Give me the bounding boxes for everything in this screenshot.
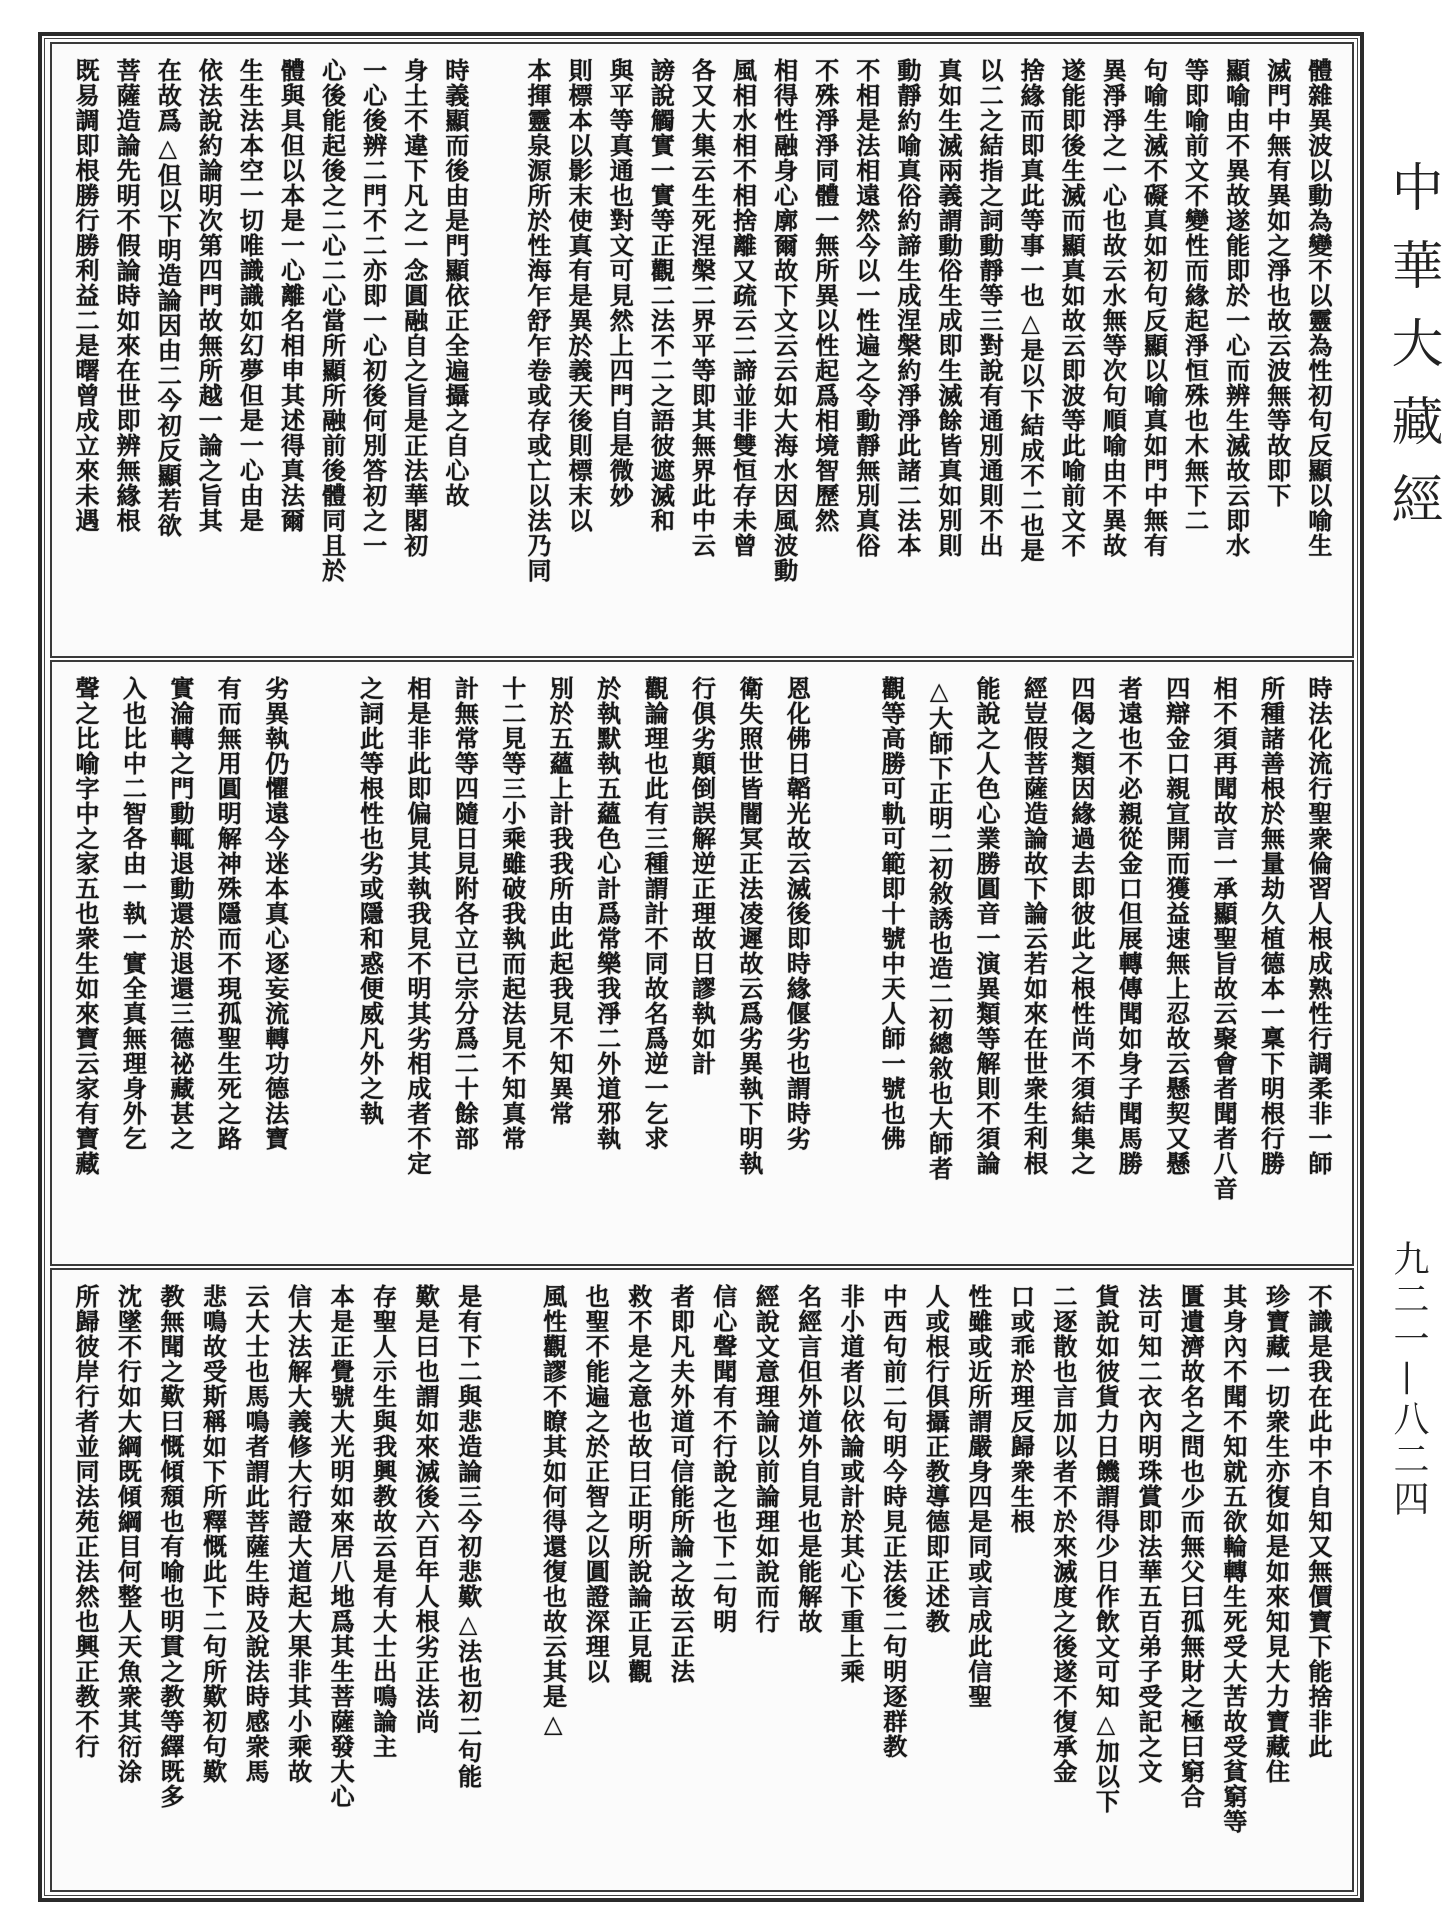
text-column: 十二見等三小乘雖破我執而起法見不知真常	[497, 676, 527, 1151]
text-column: 匱遺濟故名之問也少而無父曰孤無財之極曰窮合	[1176, 1284, 1206, 1809]
text-column: 二逐散也言加以者不於來滅度之後遂不復承金	[1048, 1284, 1078, 1784]
text-column: 法可知二衣內明珠賞即法華五百弟子受記之文	[1133, 1284, 1163, 1784]
text-column: 不識是我在此中不自知又無價寶下能捨非此	[1303, 1284, 1333, 1759]
text-column: 珍寶藏一切衆生亦復如是如來知見大力寶藏住	[1261, 1284, 1291, 1784]
text-column: 心後能起後之二心二心當所顯所融前後體同且於	[317, 58, 347, 583]
text-column: 入也比中二智各由一執一實全真無理身外乞	[118, 676, 148, 1151]
text-column: 一心後辨二門不二亦即一心初後何別答初之一	[358, 58, 388, 558]
text-column: 沈墜不行如大綱既傾綱目何整人天魚衆其衍涂	[113, 1284, 143, 1784]
text-panel-top	[50, 42, 1354, 658]
text-column: 信心聲聞有不行說之也下二句明	[708, 1284, 738, 1634]
text-column: 顯喻由不異故遂能即於一心而辨生滅故云即水	[1221, 58, 1251, 558]
text-column: 以二之結指之詞動靜等三對說有通別通則不出	[975, 58, 1005, 558]
text-panel-middle	[50, 660, 1354, 1266]
text-column: 相是非此即偏見其執我見不明其劣相成者不定	[402, 676, 432, 1176]
text-column: 衛失照世皆闇冥正法凌遲故云爲劣異執下明執	[734, 676, 764, 1176]
column-group	[70, 676, 1334, 1250]
text-column: 貨說如彼貨力日饑謂得少日作飲文可知△加以下	[1091, 1284, 1121, 1814]
text-column: 悲鳴故受斯稱如下所釋慨此下二句所歎初句歎	[198, 1284, 228, 1784]
text-column: 別於五蘊上計我我所由此起我見不知異常	[545, 676, 575, 1126]
text-column: 捨緣而即真此等事一也△是以下結成不二也是	[1016, 58, 1046, 563]
text-column: 風性觀謬不瞭其如何得還復也故云其是△	[538, 1284, 568, 1739]
text-column: 恩化佛日韜光故云滅後即時緣偃劣也謂時劣	[782, 676, 812, 1151]
text-column: 人或根行俱攝正教導德即正述教	[921, 1284, 951, 1634]
text-column: 者即凡夫外道可信能所論之故云正法	[666, 1284, 696, 1684]
text-column: 有而無用圓明解神殊隱而不現孤聖生死之路	[213, 676, 243, 1151]
page-number: 九二一—八二四	[1388, 1240, 1429, 1520]
text-column: 不相是法相遠然今以一性遍之令動靜無別真俗	[851, 58, 881, 558]
text-column: 實淪轉之門動輒退動還於退還三德祕藏甚之	[165, 676, 195, 1151]
text-column: 異淨淨之一心也故云水無等次句順喻由不異故	[1098, 58, 1128, 558]
text-column: 經豈假菩薩造論故下論云若如來在世衆生利根	[1019, 676, 1049, 1176]
text-column: 四偈之類因緣過去即彼此之根性尚不須結集之	[1066, 676, 1096, 1176]
column-gap	[495, 1284, 526, 1876]
text-column: 名經言但外道外自見也是能解故	[793, 1284, 823, 1634]
text-column: 遂能即後生滅而顯真如故云即波等此喻前文不	[1057, 58, 1087, 558]
text-column: 四辯金口親宣開而獲益速無上忍故云懸契又懸	[1161, 676, 1191, 1176]
text-column: 是有下二與悲造論三今初悲歎△法也初二句能	[453, 1284, 483, 1789]
text-column: 本揮靈泉源所於性海乍舒乍卷或存或亡以法乃同	[523, 58, 553, 583]
text-column: 計無常等四隨日見附各立已宗分爲二十餘部	[450, 676, 480, 1151]
text-column: 所種諸善根於無量劫久植德本一稟下明根行勝	[1256, 676, 1286, 1176]
text-column: 相得性融身心廓爾故下文云云如大海水因風波動	[769, 58, 799, 583]
text-column: 所歸彼岸行者並同法苑正法然也興正教不行	[71, 1284, 100, 1759]
text-column: 觀論理也此有三種謂計不同故名爲逆一乞求	[640, 676, 670, 1151]
text-column: 性雖或近所謂嚴身四是同或言成此信聖	[963, 1284, 993, 1709]
text-column: 信大法解大義修大行證大道起大果非其小乘故	[283, 1284, 313, 1784]
text-column: 云大士也馬鳴者謂此菩薩生時及說法時感衆馬	[241, 1284, 271, 1784]
text-column: 劣異執仍懼遠今迷本真心逐妄流轉功德法寶	[260, 676, 290, 1151]
text-column: 風相水相不相捨離又疏云二諦並非雙恒存未曾	[728, 58, 758, 558]
text-column: 身土不違下凡之一念圓融自之旨是正法華閣初	[399, 58, 429, 558]
text-column: 與平等真通也對文可見然上四門自是微妙	[605, 58, 635, 508]
text-column: 既易調即根勝行勝利益二是曙曾成立來未遇	[71, 58, 100, 533]
text-column: 等即喻前文不變性而緣起淨恒殊也木無下二	[1180, 58, 1210, 533]
column-gap	[481, 58, 512, 642]
text-column: 歎是曰也謂如來滅後六百年人根劣正法尚	[411, 1284, 441, 1734]
text-column: 不殊淨淨同體一無所異以性起爲相境智歷然	[810, 58, 840, 533]
text-column: 體雜異波以動為變不以靈為性初句反顯以喻生	[1303, 58, 1333, 558]
text-column: 謗說觸實一實等正觀二法不二之語彼遮滅和	[646, 58, 676, 533]
text-column: 經說文意理論以前論理如說而行	[751, 1284, 781, 1634]
text-column: 則標本以影末使真有是異於義天後則標末以	[564, 58, 594, 533]
text-column: 中西句前二句明今時見正法後二句明逐群教	[878, 1284, 908, 1759]
text-column: 菩薩造論先明不假論時如來在世即辨無緣根	[112, 58, 142, 533]
text-column: 於執默執五蘊色心計爲常樂我淨二外道邪執	[592, 676, 622, 1151]
text-column: 也聖不能遍之於正智之以圓證深理以	[581, 1284, 611, 1684]
column-gap	[307, 676, 338, 1250]
text-column: 行俱劣顛倒誤解逆正理故日謬執如計	[687, 676, 717, 1076]
text-column: 救不是之意也故曰正明所說論正見觀	[623, 1284, 653, 1684]
text-column: 口或乖於理反歸衆生根	[1006, 1284, 1036, 1534]
text-column: 生生法本空一切唯識識如幻夢但是一心由是	[235, 58, 265, 533]
text-column: 觀等高勝可軌可範即十號中天人師一號也佛	[877, 676, 907, 1151]
text-column: 滅門中無有異如之淨也故云波無等故即下	[1262, 58, 1292, 508]
text-column: 非小道者以依論或計於其心下重上乘	[836, 1284, 866, 1684]
collection-title: 中華大藏經	[1382, 160, 1442, 550]
text-column: 各又大集云生死涅槃二界平等即其無界此中云	[687, 58, 717, 558]
column-group	[70, 58, 1334, 642]
text-column: 動靜約喻真俗約諦生成涅槃約淨淨此諸二法本	[892, 58, 922, 558]
text-column: △大師下正明二初敘誘也造二初總敘也大師者	[924, 676, 954, 1181]
text-column: 其身內不聞不知就五欲輪轉生死受大苦故受貧窮等	[1218, 1284, 1248, 1834]
text-column: 相不須再聞故言一承顯聖旨故云聚會者聞者八音	[1209, 676, 1239, 1201]
text-column: 聲之比喻字中之家五也衆生如來寶云家有寶藏	[71, 676, 100, 1176]
text-column: 在故爲△但以下明造論因由二今初反顯若欲	[153, 58, 183, 538]
text-column: 本是正覺號大光明如來居八地爲其生菩薩發大心	[326, 1284, 356, 1809]
text-column: 存聖人示生與我興教故云是有大士出鳴論主	[368, 1284, 398, 1759]
text-column: 時義顯而後由是門顯依正全遍攝之自心故	[440, 58, 470, 508]
text-column: 依法說約論明次第四門故無所越一論之旨其	[194, 58, 224, 533]
text-column: 能說之人色心業勝圓音一演異類等解則不須論	[972, 676, 1002, 1176]
text-column: 時法化流行聖衆倫習人根成熟性行調柔非一師	[1303, 676, 1333, 1176]
text-panel-bottom	[50, 1268, 1354, 1892]
text-column: 真如生滅兩義謂動俗生成即生滅餘皆真如別則	[933, 58, 963, 558]
text-column: 教無聞之歎曰慨傾頹也有喻也明貫之教等繹既多	[156, 1284, 186, 1809]
column-group	[70, 1284, 1334, 1876]
text-column: 之詞此等根性也劣或隱和惑便威凡外之執	[355, 676, 385, 1126]
text-column: 體與具但以本是一心離名相申其述得真法爾	[276, 58, 306, 533]
text-column: 句喻生滅不礙真如初句反顯以喻真如門中無有	[1139, 58, 1169, 558]
column-gap	[829, 676, 860, 1250]
text-column: 者遠也不必親從金口但展轉傳聞如身子聞馬勝	[1114, 676, 1144, 1176]
